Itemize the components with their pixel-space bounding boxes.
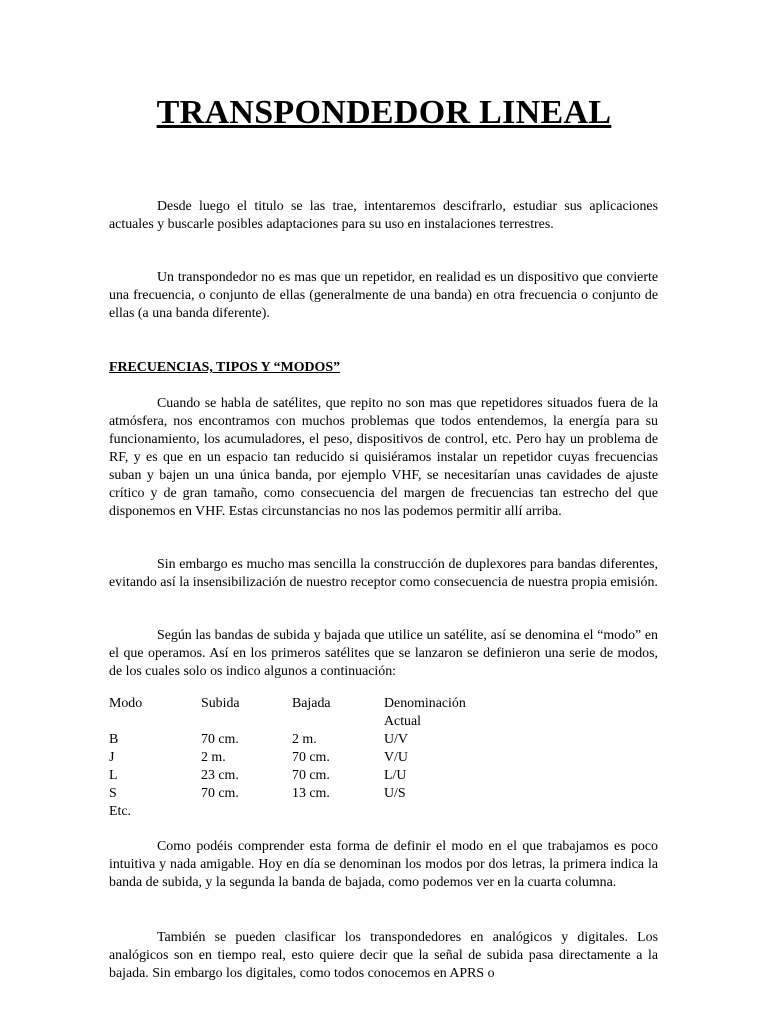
table-cell: L/U bbox=[384, 768, 407, 783]
closing-paragraph-1-text: Como podéis comprender esta forma de definir el modo en el que trabajamos es poco intuitiva y nada amigable. Hoy en día se denominan los modos por dos letras, la primera indica la banda de subida, y la segunda la banda de bajada, como podemos ver en la cuarta columna. bbox=[109, 839, 658, 890]
table-cell: 13 cm. bbox=[292, 786, 330, 801]
table-cell: 70 cm. bbox=[201, 732, 239, 747]
closing-paragraph-2-text: También se pueden clasificar los transpondedores en analógicos y digitales. Los analógicos son en tiempo real, esto quiere decir que la señal de subida pasa directamente a la bajada. Sin embargo los digitales, como todos conocemos en APRS o bbox=[109, 930, 658, 981]
table-footer-cell: Etc. bbox=[109, 804, 131, 819]
table-header-cell: Bajada bbox=[292, 696, 331, 711]
table-cell: 70 cm. bbox=[201, 786, 239, 801]
section-paragraph-1 bbox=[109, 395, 658, 521]
table-cell: 23 cm. bbox=[201, 768, 239, 783]
table-cell: V/U bbox=[384, 750, 408, 765]
intro-paragraph-2-text: Un transpondedor no es mas que un repetidor, en realidad es un dispositivo que convierte una frecuencia, o conjunto de ellas (generalmente de una banda) en otra frecuencia o conjunto de ellas (a una banda diferente). bbox=[109, 270, 658, 321]
section-paragraph-2-text: Sin embargo es mucho mas sencilla la construcción de duplexores para bandas diferentes, evitando así la insensibilización de nuestro receptor como consecuencia de nuestra propia emisión. bbox=[109, 557, 658, 590]
table-header-cell: Subida bbox=[201, 696, 240, 711]
table-cell: 70 cm. bbox=[292, 768, 330, 783]
section-paragraph-1-text: Cuando se habla de satélites, que repito no son mas que repetidores situados fuera de la atmósfera, nos encontramos con muchos problemas que todos entendemos, la energía para su funcionamiento, los acumuladores, el peso, dispositivos de control, etc. Pero hay un problema de RF, y es que en un espacio tan reducido si quisiéramos instalar un repetidor cuyas frecuencias suban y bajen un una única banda, por ejemplo VHF, se necesitarían unas cavidades de ajuste crítico y de gran tamaño, como consecuencia del margen de frecuencias tan estrecho del que disponemos en VHF. Estas circunstancias no nos las podemos permitir allí arriba. bbox=[109, 396, 658, 519]
table-header-cell: Actual bbox=[384, 714, 422, 729]
table-header-cell: Denominación bbox=[384, 696, 466, 711]
section-paragraph-3-text: Según las bandas de subida y bajada que utilice un satélite, así se denomina el “modo” en el que operamos. Así en los primeros satélites que se lanzaron se definieron una serie de modos, de los cuales solo os indico algunos a continuación: bbox=[109, 628, 658, 679]
closing-paragraph-1 bbox=[109, 838, 658, 892]
section-heading: FRECUENCIAS, TIPOS Y “MODOS” bbox=[109, 360, 341, 375]
table-cell: J bbox=[109, 750, 115, 765]
closing-paragraph-2 bbox=[109, 929, 658, 983]
table-cell: U/V bbox=[384, 732, 408, 747]
intro-paragraph-1 bbox=[109, 198, 658, 234]
table-cell: 70 cm. bbox=[292, 750, 330, 765]
document-title: TRANSPONDEDOR LINEAL bbox=[156, 94, 612, 131]
section-paragraph-2 bbox=[109, 556, 658, 592]
table-cell: B bbox=[109, 732, 119, 747]
table-header-cell: Modo bbox=[109, 696, 143, 711]
intro-paragraph-1-text: Desde luego el titulo se las trae, intentaremos descifrarlo, estudiar sus aplicaciones actuales y buscarle posibles adaptaciones para su uso en instalaciones terrestres. bbox=[109, 199, 658, 232]
table-cell: 2 m. bbox=[292, 732, 317, 747]
intro-paragraph-2 bbox=[109, 269, 658, 323]
table-cell: S bbox=[109, 786, 117, 801]
section-paragraph-3 bbox=[109, 627, 658, 681]
table-cell: U/S bbox=[384, 786, 406, 801]
table-cell: L bbox=[109, 768, 118, 783]
table-cell: 2 m. bbox=[201, 750, 226, 765]
